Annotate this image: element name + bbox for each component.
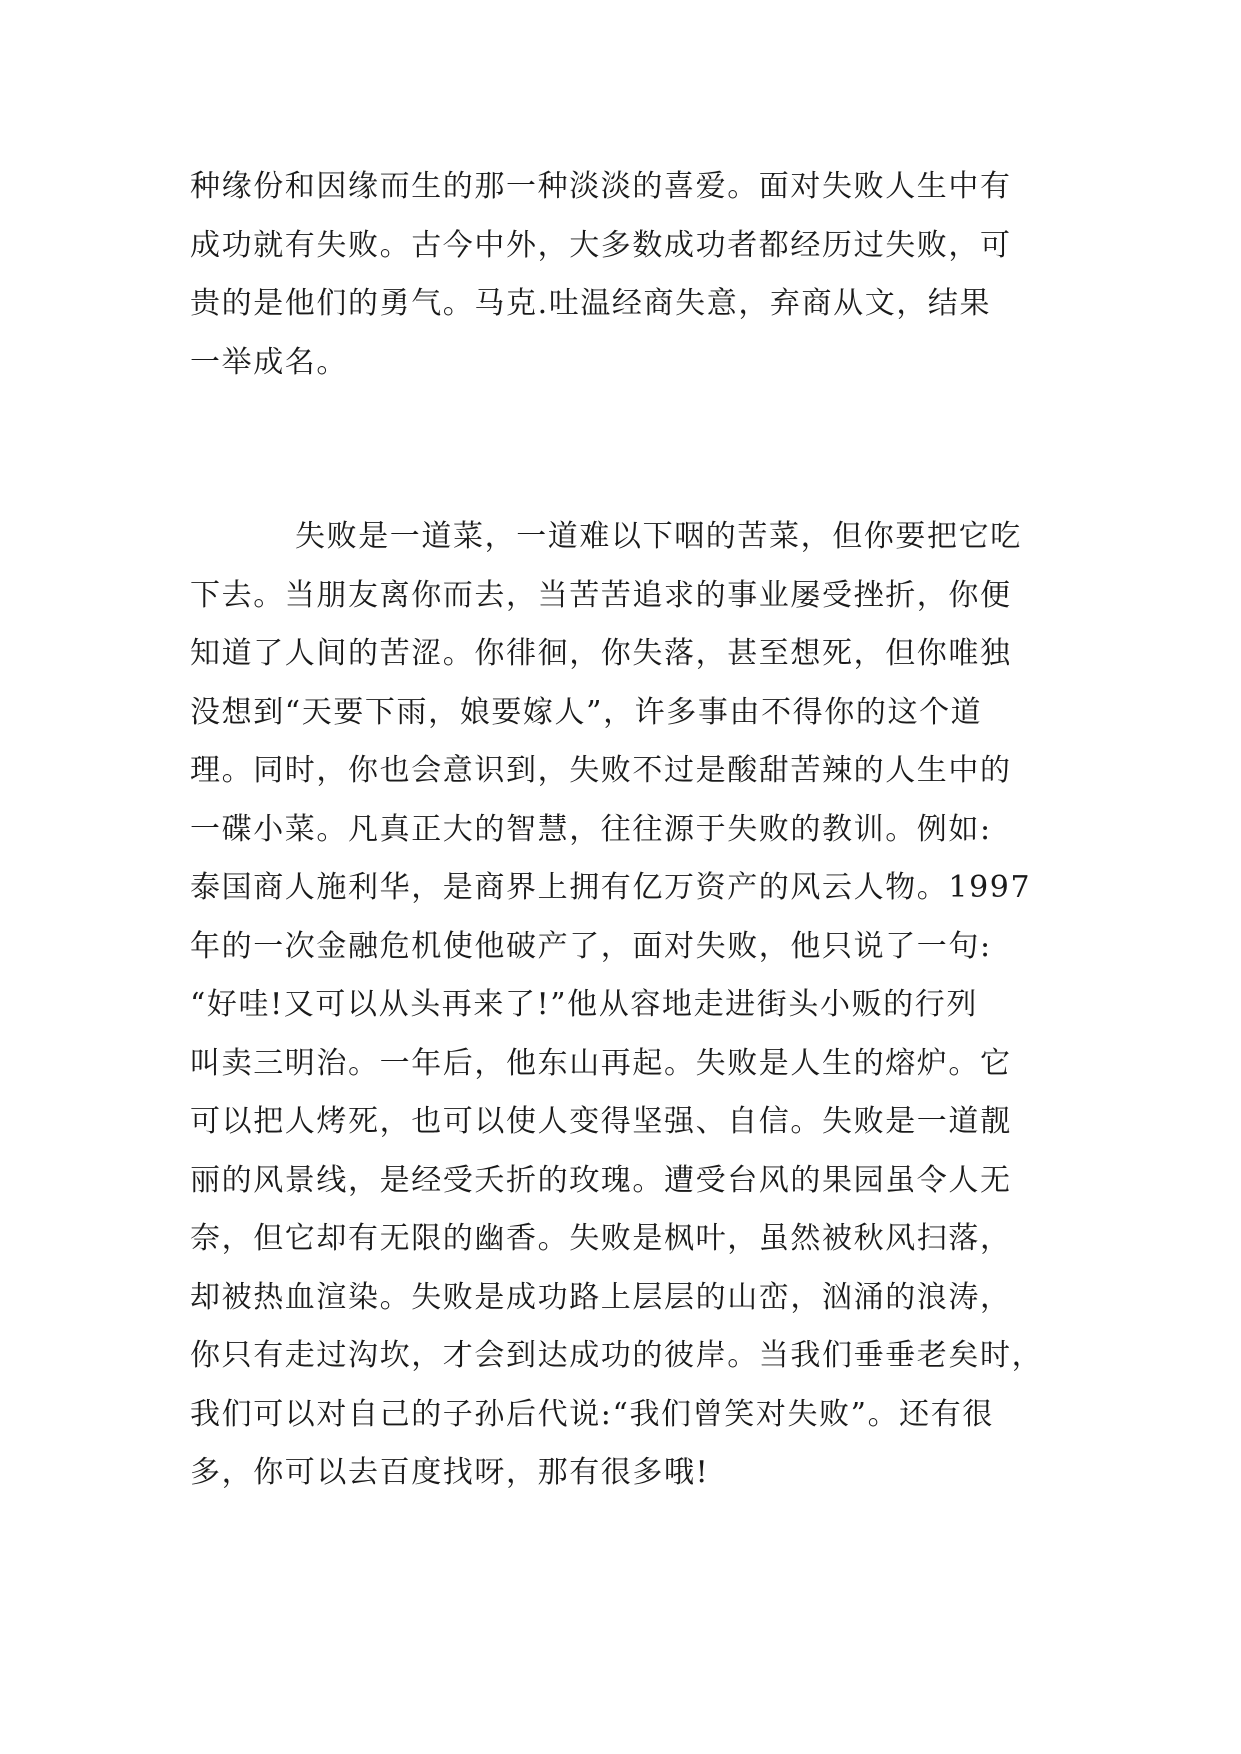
- paragraph-line: “好哇!又可以从头再来了!”他从容地走进街头小贩的行列: [190, 987, 978, 1022]
- paragraph-line: 成功就有失败。古今中外，大多数成功者都经历过失败，可: [190, 227, 1012, 263]
- paragraph-line: 一碟小菜。凡真正大的智慧，往往源于失败的教训。例如:: [190, 811, 992, 847]
- paragraph-line: 下去。当朋友离你而去，当苦苦追求的事业屡受挫折，你便: [190, 577, 1012, 613]
- paragraph-line: 失败是一道菜，一道难以下咽的苦菜，但你要把它吃: [295, 519, 1022, 554]
- paragraph-line: 却被热血渲染。失败是成功路上层层的山峦，汹涌的浪涛，: [190, 1279, 1012, 1315]
- paragraph-line: 年的一次金融危机使他破产了，面对失败，他只说了一句:: [190, 928, 992, 964]
- paragraph-1: [190, 158, 1060, 392]
- paragraph-line: 你只有走过沟坎，才会到达成功的彼岸。当我们垂垂老矣时，: [190, 1338, 1044, 1373]
- paragraph-line: 可以把人烤死，也可以使人变得坚强、自信。失败是一道靓: [190, 1104, 1012, 1139]
- paragraph-line: 丽的风景线，是经受夭折的玫瑰。遭受台风的果园虽令人无: [190, 1162, 1012, 1198]
- paragraph-line: 种缘份和因缘而生的那一种淡淡的喜爱。面对失败人生中有: [190, 169, 1012, 204]
- paragraph-line: 知道了人间的苦涩。你徘徊，你失落，甚至想死，但你唯独: [190, 636, 1012, 671]
- paragraph-line: 多，你可以去百度找呀，那有很多哦!: [190, 1455, 710, 1490]
- paragraph-line: 奈，但它却有无限的幽香。失败是枫叶，虽然被秋风扫落，: [190, 1221, 1012, 1256]
- paragraph-line: 叫卖三明治。一年后，他东山再起。失败是人生的熔炉。它: [190, 1045, 1012, 1081]
- paragraph-line: 我们可以对自己的子孙后代说:“我们曾笑对失败”。还有很: [190, 1396, 994, 1432]
- paragraph-line: 一举成名。: [190, 344, 348, 380]
- paragraph-line: 贵的是他们的勇气。马克.吐温经商失意，弃商从文，结果: [190, 286, 992, 321]
- paragraph-line: 没想到“天要下雨，娘要嫁人”，许多事由不得你的这个道: [190, 694, 983, 730]
- paragraph-2: [190, 508, 1060, 1503]
- paragraph-line: 理。同时，你也会意识到，失败不过是酸甜苦辣的人生中的: [190, 753, 1012, 788]
- paragraph-line: 泰国商人施利华，是商界上拥有亿万资产的风云人物。1997: [190, 870, 1032, 905]
